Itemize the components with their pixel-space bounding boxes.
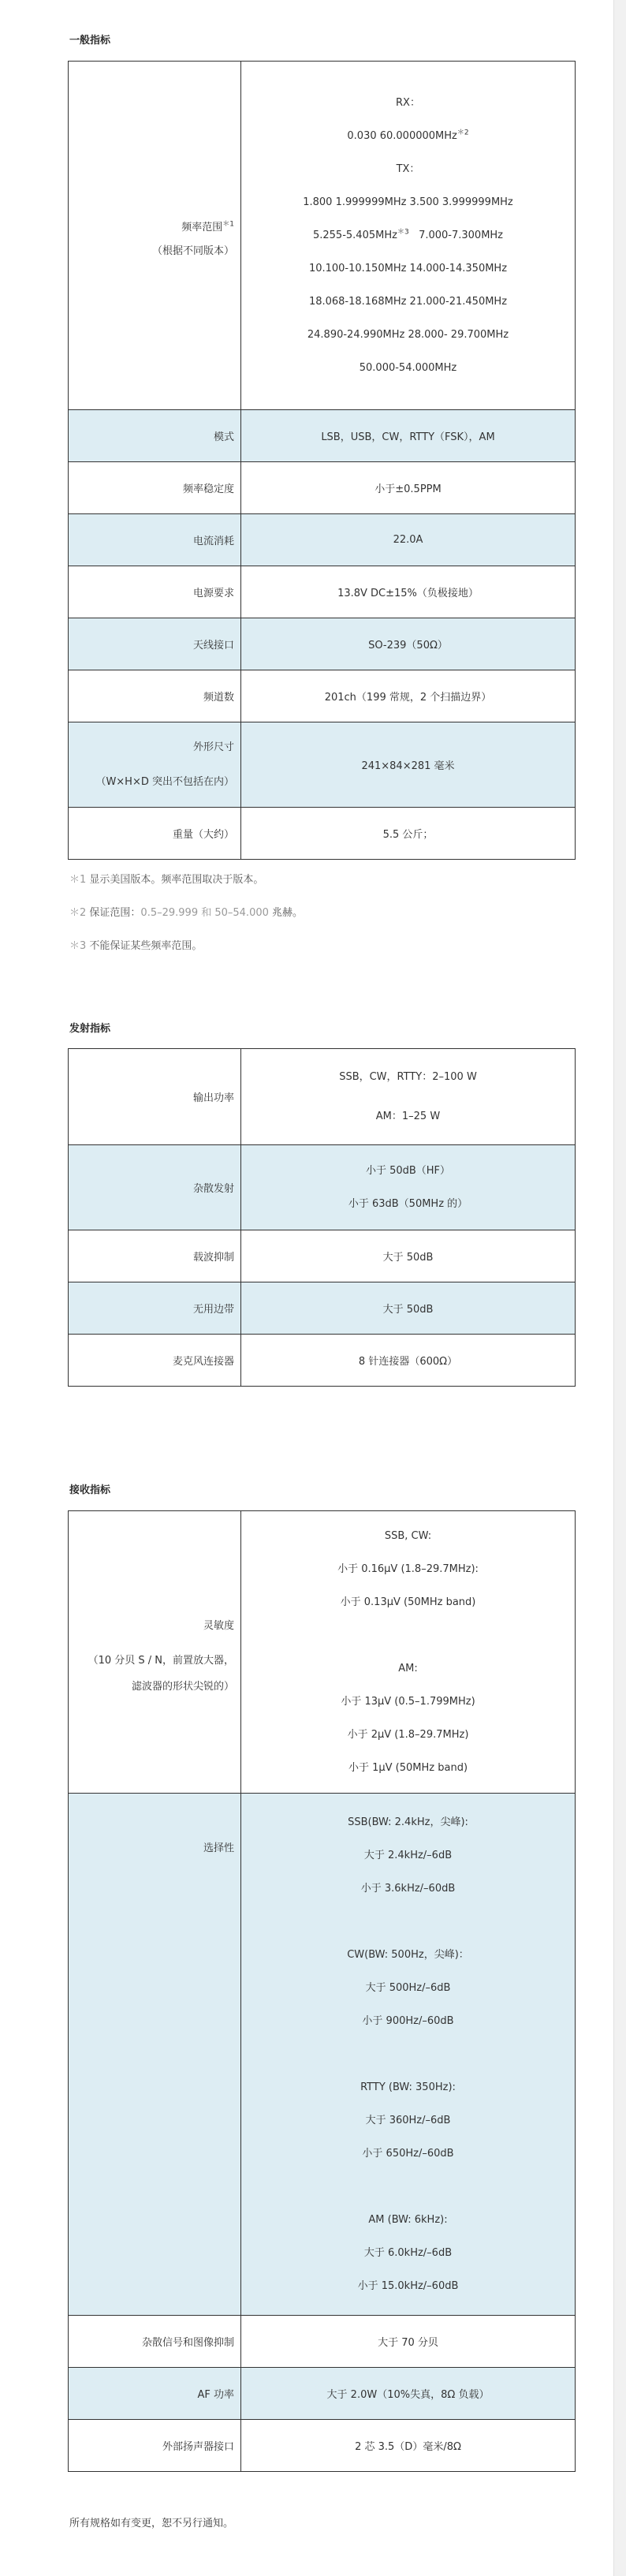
sensitivity-label: 灵敏度 （10 分贝 S / N，前置放大器， 滤波器的形状尖锐的） <box>69 1511 241 1794</box>
sensitivity-value: SSB, CW: 小于 0.16μV (1.8–29.7MHz): 小于 0.13μV (50MHz band) AM: 小于 13μV (0.5–1.799MHz) 小于 2μV (1.8–29.7MHz) 小于 1μV (50MHz band) <box>241 1511 576 1794</box>
transmit-table <box>68 1048 576 1387</box>
tx-title: TX： <box>396 162 420 175</box>
spurious-value: 小于 50dB（HF） 小于 63dB（50MHz 的） <box>241 1145 576 1230</box>
spurious-label: 杂散发射 <box>69 1145 241 1230</box>
table-row <box>69 2316 576 2368</box>
ext-speaker-label: 外部扬声器接口 <box>69 2420 241 2472</box>
table-row <box>69 1145 576 1230</box>
sideband-value: 大于 50dB <box>241 1282 576 1335</box>
channels-value: 201ch（199 常规，2 个扫描边界） <box>241 670 576 722</box>
power-supply-label: 电源要求 <box>69 566 241 618</box>
table-row <box>69 1230 576 1282</box>
table-row <box>69 462 576 514</box>
tx-range: 1.800 1.999999MHz 3.500 3.999999MHz <box>303 196 513 208</box>
af-power-value: 大于 2.0W（10%失真，8Ω 负载） <box>241 2368 576 2420</box>
receive-heading: 接收指标 <box>69 1484 111 1496</box>
mode-value: LSB，USB，CW，RTTY（FSK），AM <box>241 410 576 462</box>
antenna-value: SO-239（50Ω） <box>241 618 576 670</box>
rx-title: RX： <box>396 96 420 109</box>
output-power-value: SSB，CW，RTTY：2–100 W AM：1–25 W <box>241 1049 576 1145</box>
rx-range: 0.030 60.000000MHz$^{*2}$ <box>347 129 469 142</box>
footnote-1: ＊1 显示美国版本。频率范围取决于版本。 <box>69 874 264 886</box>
antenna-label: 天线接口 <box>69 618 241 670</box>
carrier-value: 大于 50dB <box>241 1230 576 1282</box>
image-rejection-label: 杂散信号和图像抑制 <box>69 2316 241 2368</box>
ext-speaker-value: 2 芯 3.5（D）毫米/8Ω <box>241 2420 576 2472</box>
dimensions-label: 外形尺寸 （W×H×D 突出不包括在内） <box>69 722 241 808</box>
footer-note: 所有规格如有变更，恕不另行通知。 <box>69 2518 234 2529</box>
table-row <box>69 1511 576 1794</box>
freq-range-label: 频率范围$^{*1}$ （根据不同版本） <box>69 62 241 410</box>
weight-label: 重量（大约） <box>69 808 241 860</box>
table-row <box>69 722 576 808</box>
selectivity-value: SSB(BW: 2.4kHz，尖峰): 大于 2.4kHz/–6dB 小于 3.6kHz/–60dB CW(BW: 500Hz，尖峰)： 大于 500Hz/–6dB 小于 900Hz/–60dB RTTY (BW: 350Hz): 大于 360Hz/–6dB 小于 650Hz/–60dB AM (BW: 6kHz): 大于 6.0kHz/–6dB 小于 15.0kHz/–60dB <box>241 1794 576 2316</box>
footnote-2: ＊2 保证范围：0.5–29.999 和 50–54.000 兆赫。 <box>69 907 304 919</box>
general-heading: 一般指标 <box>69 35 111 47</box>
table-row <box>69 514 576 566</box>
tx-range: 5.255-5.405MHz$^{*3}$ 7.000-7.300MHz <box>312 228 504 241</box>
sideband-label: 无用边带 <box>69 1282 241 1335</box>
current-label: 电流消耗 <box>69 514 241 566</box>
tx-range: 10.100-10.150MHz 14.000-14.350MHz <box>308 262 508 274</box>
table-row <box>69 62 576 410</box>
table-row <box>69 1335 576 1387</box>
table-row <box>69 1794 576 2316</box>
stability-label: 频率稳定度 <box>69 462 241 514</box>
mic-label: 麦克风连接器 <box>69 1335 241 1387</box>
af-power-label: AF 功率 <box>69 2368 241 2420</box>
power-supply-value: 13.8V DC±15%（负极接地） <box>241 566 576 618</box>
table-row <box>69 1049 576 1145</box>
general-table <box>68 61 576 860</box>
table-row <box>69 566 576 618</box>
table-row <box>69 1282 576 1335</box>
footnote-3: ＊3 不能保证某些频率范围。 <box>69 940 203 952</box>
channels-label: 频道数 <box>69 670 241 722</box>
weight-value: 5.5 公斤； <box>241 808 576 860</box>
output-power-label: 输出功率 <box>69 1049 241 1145</box>
table-row <box>69 2368 576 2420</box>
table-row <box>69 670 576 722</box>
mic-value: 8 针连接器（600Ω） <box>241 1335 576 1387</box>
dimensions-value: 241×84×281 毫米 <box>241 722 576 808</box>
tx-range: 18.068-18.168MHz 21.000-21.450MHz <box>308 295 508 308</box>
table-row <box>69 410 576 462</box>
table-row <box>69 618 576 670</box>
image-rejection-value: 大于 70 分贝 <box>241 2316 576 2368</box>
table-row <box>69 2420 576 2472</box>
freq-range-value <box>241 62 576 410</box>
stability-value: 小于±0.5PPM <box>241 462 576 514</box>
mode-label: 模式 <box>69 410 241 462</box>
tx-range: 50.000-54.000MHz <box>359 361 457 374</box>
transmit-heading: 发射指标 <box>69 1023 111 1035</box>
table-row <box>69 808 576 860</box>
scrollbar[interactable] <box>613 0 626 2576</box>
selectivity-label: 选择性 <box>69 1794 241 2316</box>
tx-range: 24.890-24.990MHz 28.000- 29.700MHz <box>307 328 509 341</box>
carrier-label: 载波抑制 <box>69 1230 241 1282</box>
current-value: 22.0A <box>241 514 576 566</box>
receive-table <box>68 1510 576 2472</box>
